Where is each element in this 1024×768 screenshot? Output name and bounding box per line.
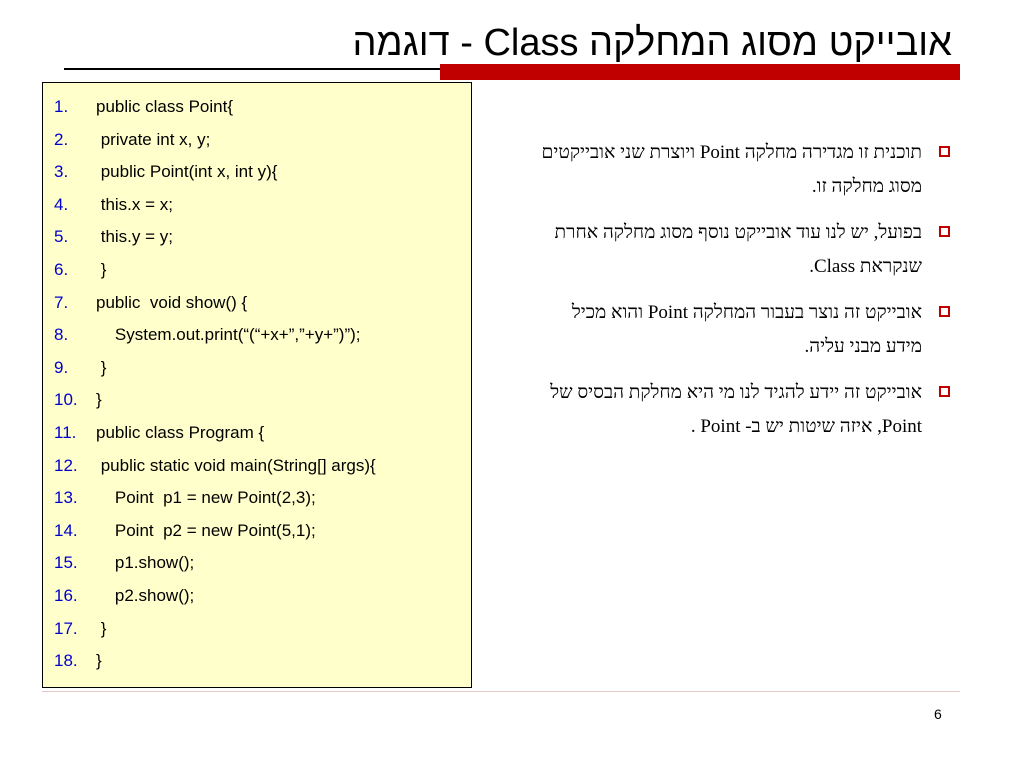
code-text: Point p1 = new Point(2,3); xyxy=(96,488,316,508)
square-bullet-icon xyxy=(939,386,950,397)
code-listing xyxy=(42,82,472,688)
code-text: this.y = y; xyxy=(96,227,173,247)
code-text: private int x, y; xyxy=(96,129,211,149)
square-bullet-icon xyxy=(939,146,950,157)
bullet-item xyxy=(532,376,952,444)
line-number: 14. xyxy=(54,520,78,540)
bullet-item xyxy=(532,136,952,204)
line-number: 16. xyxy=(54,586,78,605)
page-number: 6 xyxy=(934,706,942,722)
line-number: 8. xyxy=(54,325,69,345)
code-text: public void show() { xyxy=(96,292,248,312)
line-number: 10. xyxy=(54,390,78,410)
line-number: 12. xyxy=(54,455,78,475)
bullet-text: בפועל, יש לנו עוד אובייקט נוסף מסוג מחלקה אחרת שנקראת Class. xyxy=(554,222,922,277)
title-accent-bar xyxy=(440,64,960,80)
code-text: Point p2 = new Point(5,1); xyxy=(96,520,316,540)
code-text: } xyxy=(96,390,102,410)
bullet-item xyxy=(532,216,952,284)
line-number: 9. xyxy=(54,357,69,377)
line-number: 7. xyxy=(54,292,69,312)
code-text: this.x = x; xyxy=(96,194,173,214)
line-number: 5. xyxy=(54,227,69,247)
line-number: 6. xyxy=(54,260,69,279)
code-text: public class Program { xyxy=(96,423,265,442)
line-number: 3. xyxy=(54,162,69,182)
line-number: 1. xyxy=(54,97,69,116)
line-number: 17. xyxy=(54,618,78,638)
code-text: p2.show(); xyxy=(96,586,195,605)
code-text: public static void main(String[] args){ xyxy=(96,455,376,475)
line-number: 18. xyxy=(54,651,78,671)
code-text: public Point(int x, int y){ xyxy=(96,162,278,182)
code-text: System.out.print(“(“+x+”,”+y+”)”); xyxy=(96,325,361,345)
line-number: 11. xyxy=(54,423,77,442)
code-text: p1.show(); xyxy=(96,553,195,573)
code-text: } xyxy=(96,357,107,377)
code-text: } xyxy=(96,618,107,638)
square-bullet-icon xyxy=(939,306,950,317)
line-number: 15. xyxy=(54,553,78,573)
bullet-text: אובייקט זה יידע להגיד לנו מי היא מחלקת הבסיס של Point, איזה שיטות יש ב- Point . xyxy=(550,382,922,437)
line-number: 13. xyxy=(54,488,78,508)
square-bullet-icon xyxy=(939,226,950,237)
title-underline xyxy=(64,68,440,70)
code-text: } xyxy=(96,260,107,279)
line-number: 2. xyxy=(54,129,69,149)
slide-title: אובייקט מסוג המחלקה Class - דוגמה xyxy=(352,22,952,64)
bullet-list xyxy=(532,136,952,456)
bullet-item xyxy=(532,296,952,364)
footer-divider xyxy=(42,691,960,692)
bullet-text: אובייקט זה נוצר בעבור המחלקה Point והוא מכיל מידע מבני עליה. xyxy=(571,302,922,357)
line-number: 4. xyxy=(54,194,69,214)
code-text: } xyxy=(96,651,102,671)
bullet-text: תוכנית זו מגדירה מחלקה Point ויוצרת שני אובייקטים מסוג מחלקה זו. xyxy=(541,142,922,197)
code-text: public class Point{ xyxy=(96,97,234,116)
